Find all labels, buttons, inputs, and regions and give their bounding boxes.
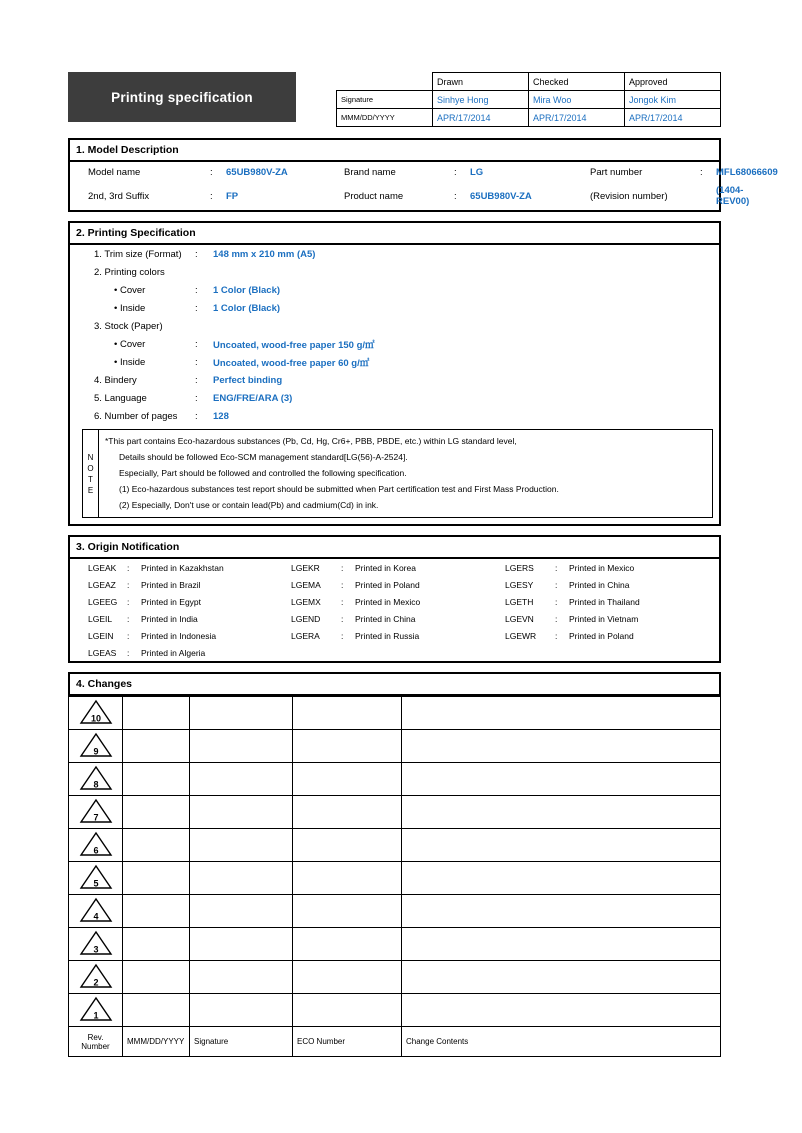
colon (554, 644, 568, 661)
change-contents-cell (402, 697, 721, 730)
colon: : (555, 562, 558, 573)
changes-footer-contents: Change Contents (402, 1027, 721, 1057)
page-title: Printing specification (111, 89, 253, 105)
colon: : (341, 630, 344, 641)
model-name-label: Model name (88, 166, 141, 178)
change-eco-cell (293, 730, 402, 763)
table-row (69, 730, 721, 763)
revision-triangle-icon (79, 963, 113, 989)
colon: : (341, 562, 344, 573)
approval-date-row (337, 109, 721, 127)
change-contents-cell (402, 829, 721, 862)
signature-approved: Jongok Kim (625, 91, 721, 109)
spec-value: Uncoated, wood-free paper 150 g/㎡ (213, 340, 375, 351)
spec-row (70, 371, 719, 389)
spec-row (70, 245, 719, 263)
revision-triangle-icon (79, 897, 113, 923)
spec-label: 3. Stock (Paper) (94, 320, 163, 332)
date-checked: APR/17/2014 (529, 109, 625, 127)
spec-label: 4. Bindery (94, 374, 137, 386)
change-eco-cell (293, 862, 402, 895)
change-date-cell (123, 796, 190, 829)
colon: : (341, 579, 344, 590)
revision-triangle-icon (79, 996, 113, 1022)
signature-checked: Mira Woo (529, 91, 625, 109)
origin-code: LGEAK (88, 562, 117, 573)
change-date-cell (123, 763, 190, 796)
svg-text:8: 8 (92, 779, 99, 790)
spec-row (70, 299, 719, 317)
change-contents-cell (402, 994, 721, 1027)
eco-note-box (82, 429, 713, 518)
colon: : (700, 166, 703, 178)
origin-name (568, 644, 719, 661)
spec-value: 128 (213, 410, 229, 422)
origin-code: LGEIL (88, 613, 113, 624)
change-date-cell (123, 829, 190, 862)
colon: : (454, 166, 457, 178)
change-eco-cell (293, 895, 402, 928)
spec-value (213, 317, 719, 335)
origin-code: LGERA (291, 630, 320, 641)
note-line: (2) Especially, Don't use or contain lead(Pb) and cadmium(Cd) in ink. (119, 500, 379, 510)
spec-value: Uncoated, wood-free paper 60 g/㎡ (213, 358, 370, 369)
origin-name: Printed in Korea (355, 562, 416, 573)
note-letter: N (87, 452, 94, 462)
change-signature-cell (190, 730, 293, 763)
spec-label: 6. Number of pages (94, 410, 178, 422)
svg-text:3: 3 (92, 944, 99, 955)
section-heading-model-description: 1. Model Description (68, 138, 721, 162)
changes-footer-eco: ECO Number (293, 1027, 402, 1057)
origin-code: LGEND (291, 613, 321, 624)
colon: : (127, 596, 130, 607)
spec-label: 1. Trim size (Format) (94, 248, 182, 260)
part-number-label: Part number (590, 166, 643, 178)
spec-row (70, 263, 719, 281)
revision-number-value: (1404-REV00) (716, 185, 750, 207)
date-drawn: APR/17/2014 (433, 109, 529, 127)
origin-code: LGEIN (88, 630, 114, 641)
revision-triangle-icon (79, 732, 113, 758)
revision-triangle-icon (79, 864, 113, 890)
title-block (68, 72, 296, 122)
colon: : (555, 630, 558, 641)
change-date-cell (123, 895, 190, 928)
change-signature-cell (190, 697, 293, 730)
changes-footer-signature: Signature (190, 1027, 293, 1057)
revision-triangle-icon (79, 765, 113, 791)
spacer (68, 663, 721, 672)
date-approved: APR/17/2014 (625, 109, 721, 127)
spec-row (70, 353, 719, 371)
section-body-origin-notification (68, 559, 721, 663)
colon: : (555, 596, 558, 607)
origin-name (354, 644, 504, 661)
colon: : (127, 630, 130, 641)
table-row (69, 697, 721, 730)
colon: : (195, 410, 198, 422)
section-body-model-description (68, 162, 778, 212)
suffix-value: FP (226, 190, 239, 202)
table-row (69, 796, 721, 829)
svg-text:6: 6 (92, 845, 99, 856)
signature-drawn: Sinhye Hong (433, 91, 529, 109)
change-signature-cell (190, 994, 293, 1027)
approval-header-row (337, 73, 721, 91)
change-signature-cell (190, 796, 293, 829)
colon: : (127, 613, 130, 624)
table-row (69, 862, 721, 895)
revision-marker-cell (69, 796, 123, 829)
change-eco-cell (293, 994, 402, 1027)
origin-name: Printed in Brazil (141, 579, 201, 590)
change-contents-cell (402, 928, 721, 961)
change-contents-cell (402, 730, 721, 763)
revision-triangle-icon (79, 831, 113, 857)
spec-value: ENG/FRE/ARA (3) (213, 392, 293, 404)
note-letter: E (87, 485, 94, 495)
spec-value: 148 mm x 210 mm (A5) (213, 248, 316, 260)
table-row (69, 763, 721, 796)
table-row (70, 610, 719, 627)
note-side-label (83, 430, 99, 517)
note-lines (99, 430, 712, 517)
origin-code: LGEWR (505, 630, 537, 641)
note-line: Especially, Part should be followed and controlled the following specification. (119, 468, 407, 478)
revision-marker-cell (69, 961, 123, 994)
spec-row (70, 335, 719, 353)
origin-name: Printed in Thailand (569, 596, 640, 607)
section-heading-origin-notification: 3. Origin Notification (68, 535, 721, 559)
approval-row-label-date: MMM/DD/YYYY (337, 109, 433, 127)
revision-marker-cell (69, 994, 123, 1027)
spec-row (70, 407, 719, 425)
colon: : (210, 166, 213, 178)
colon: : (555, 579, 558, 590)
section-heading-printing-specification: 2. Printing Specification (68, 221, 721, 245)
table-row (69, 829, 721, 862)
change-signature-cell (190, 862, 293, 895)
model-description-table (70, 162, 778, 210)
svg-text:4: 4 (92, 911, 99, 922)
brand-name-value: LG (470, 166, 484, 178)
section-heading-changes: 4. Changes (68, 672, 721, 696)
change-signature-cell (190, 961, 293, 994)
spec-row (70, 281, 719, 299)
printing-specification-table (70, 245, 719, 425)
origin-code (290, 644, 340, 661)
colon: : (454, 190, 457, 202)
table-row (70, 576, 719, 593)
changes-table (68, 696, 721, 1057)
table-row (70, 593, 719, 610)
change-eco-cell (293, 928, 402, 961)
colon: : (195, 392, 198, 404)
origin-name: Printed in China (355, 613, 416, 624)
document-header (68, 72, 721, 138)
origin-name: Printed in Vietnam (569, 613, 639, 624)
approval-signature-row (337, 91, 721, 109)
change-eco-cell (293, 961, 402, 994)
revision-marker-cell (69, 697, 123, 730)
change-date-cell (123, 961, 190, 994)
note-line: Details should be followed Eco-SCM management standard[LG(56)-A-2524]. (119, 452, 408, 462)
change-signature-cell (190, 763, 293, 796)
origin-code: LGEAZ (88, 579, 116, 590)
approval-col-approved: Approved (625, 73, 721, 91)
table-row (70, 644, 719, 661)
spec-value (213, 263, 719, 281)
origin-code: LGEKR (291, 562, 320, 573)
svg-text:7: 7 (92, 812, 99, 823)
origin-name: Printed in Mexico (355, 596, 421, 607)
revision-marker-cell (69, 928, 123, 961)
revision-triangle-icon (79, 930, 113, 956)
colon: : (210, 190, 213, 202)
origin-name: Printed in India (141, 613, 198, 624)
svg-text:9: 9 (92, 746, 99, 757)
table-row (70, 162, 719, 182)
revision-number-label: (Revision number) (590, 190, 668, 202)
change-eco-cell (293, 829, 402, 862)
origin-name: Printed in Indonesia (141, 630, 217, 641)
change-date-cell (123, 862, 190, 895)
spec-value: 1 Color (Black) (213, 302, 281, 314)
svg-text:5: 5 (92, 878, 99, 889)
spec-value: 1 Color (Black) (213, 284, 281, 296)
colon: : (127, 562, 130, 573)
origin-name: Printed in Kazakhstan (141, 562, 224, 573)
table-row (69, 994, 721, 1027)
note-letter: O (87, 463, 94, 473)
table-row (70, 182, 719, 210)
section-body-printing-specification (68, 245, 721, 526)
revision-marker-cell (69, 895, 123, 928)
colon: : (555, 613, 558, 624)
colon: : (195, 284, 198, 296)
change-date-cell (123, 994, 190, 1027)
spec-label: • Cover (114, 284, 146, 296)
change-signature-cell (190, 829, 293, 862)
revision-marker-cell (69, 862, 123, 895)
table-row (70, 559, 719, 576)
approval-corner-cell (337, 73, 433, 91)
model-name-value: 65UB980V-ZA (226, 166, 288, 178)
colon (700, 182, 716, 210)
change-contents-cell (402, 961, 721, 994)
spec-label: • Cover (114, 338, 146, 350)
table-row (69, 895, 721, 928)
note-letter: T (88, 474, 93, 484)
changes-footer-row (69, 1027, 721, 1057)
change-eco-cell (293, 796, 402, 829)
origin-name: Printed in China (569, 579, 630, 590)
table-row (70, 627, 719, 644)
spec-label: 2. Printing colors (94, 266, 165, 278)
change-contents-cell (402, 862, 721, 895)
change-date-cell (123, 928, 190, 961)
origin-name: Printed in Mexico (569, 562, 635, 573)
change-eco-cell (293, 763, 402, 796)
revision-marker-cell (69, 730, 123, 763)
origin-code: LGEVN (505, 613, 534, 624)
spec-row (70, 389, 719, 407)
change-date-cell (123, 697, 190, 730)
origin-code: LGERS (505, 562, 534, 573)
change-date-cell (123, 730, 190, 763)
colon: : (127, 647, 130, 658)
origin-name: Printed in Poland (569, 630, 634, 641)
changes-footer-date: MMM/DD/YYYY (123, 1027, 190, 1057)
colon: : (195, 374, 198, 386)
approval-row-label-signature: Signature (337, 91, 433, 109)
colon (195, 317, 213, 335)
colon: : (195, 302, 198, 314)
origin-name: Printed in Poland (355, 579, 420, 590)
product-name-value: 65UB980V-ZA (470, 190, 532, 202)
spec-sheet (68, 72, 778, 1057)
spec-value: Perfect binding (213, 374, 283, 386)
revision-triangle-icon (79, 798, 113, 824)
spec-label: • Inside (114, 302, 146, 314)
colon: : (341, 596, 344, 607)
origin-code (504, 644, 554, 661)
note-line: (1) Eco-hazardous substances test report should be submitted when Part certification test and First Mass Production. (119, 484, 559, 494)
origin-notification-table (70, 559, 719, 661)
revision-marker-cell (69, 829, 123, 862)
svg-text:10: 10 (90, 713, 101, 724)
svg-text:1: 1 (92, 1010, 99, 1021)
origin-code: LGETH (505, 596, 534, 607)
colon: : (195, 338, 198, 350)
origin-code: LGEMX (291, 596, 321, 607)
spec-label: 5. Language (94, 392, 147, 404)
spec-row (70, 317, 719, 335)
suffix-label: 2nd, 3rd Suffix (88, 190, 150, 202)
svg-text:2: 2 (92, 977, 99, 988)
changes-footer-rev: Rev. Number (69, 1027, 123, 1057)
part-number-value: MFL68066609 (716, 166, 778, 178)
brand-name-label: Brand name (344, 166, 396, 178)
spacer (68, 212, 721, 221)
origin-code: LGEMA (291, 579, 321, 590)
colon: : (341, 613, 344, 624)
change-signature-cell (190, 928, 293, 961)
origin-name: Printed in Russia (355, 630, 420, 641)
origin-code: LGEAS (88, 647, 117, 658)
colon (340, 644, 354, 661)
origin-name: Printed in Egypt (141, 596, 202, 607)
spacer (68, 526, 721, 535)
colon: : (127, 579, 130, 590)
change-eco-cell (293, 697, 402, 730)
change-contents-cell (402, 763, 721, 796)
table-row (69, 961, 721, 994)
change-contents-cell (402, 895, 721, 928)
revision-triangle-icon (79, 699, 113, 725)
change-signature-cell (190, 895, 293, 928)
change-contents-cell (402, 796, 721, 829)
origin-name: Printed in Algeria (141, 647, 206, 658)
table-row (69, 928, 721, 961)
colon: : (195, 356, 198, 368)
origin-code: LGEEG (88, 596, 118, 607)
colon: : (195, 248, 198, 260)
colon (195, 263, 213, 281)
approval-col-checked: Checked (529, 73, 625, 91)
spec-label: • Inside (114, 356, 146, 368)
revision-marker-cell (69, 763, 123, 796)
approval-table (336, 72, 721, 127)
note-line: *This part contains Eco-hazardous substances (Pb, Cd, Hg, Cr6+, PBB, PBDE, etc.) within LG standard level, (105, 436, 517, 446)
product-name-label: Product name (344, 190, 404, 202)
origin-code: LGESY (505, 579, 534, 590)
approval-col-drawn: Drawn (433, 73, 529, 91)
